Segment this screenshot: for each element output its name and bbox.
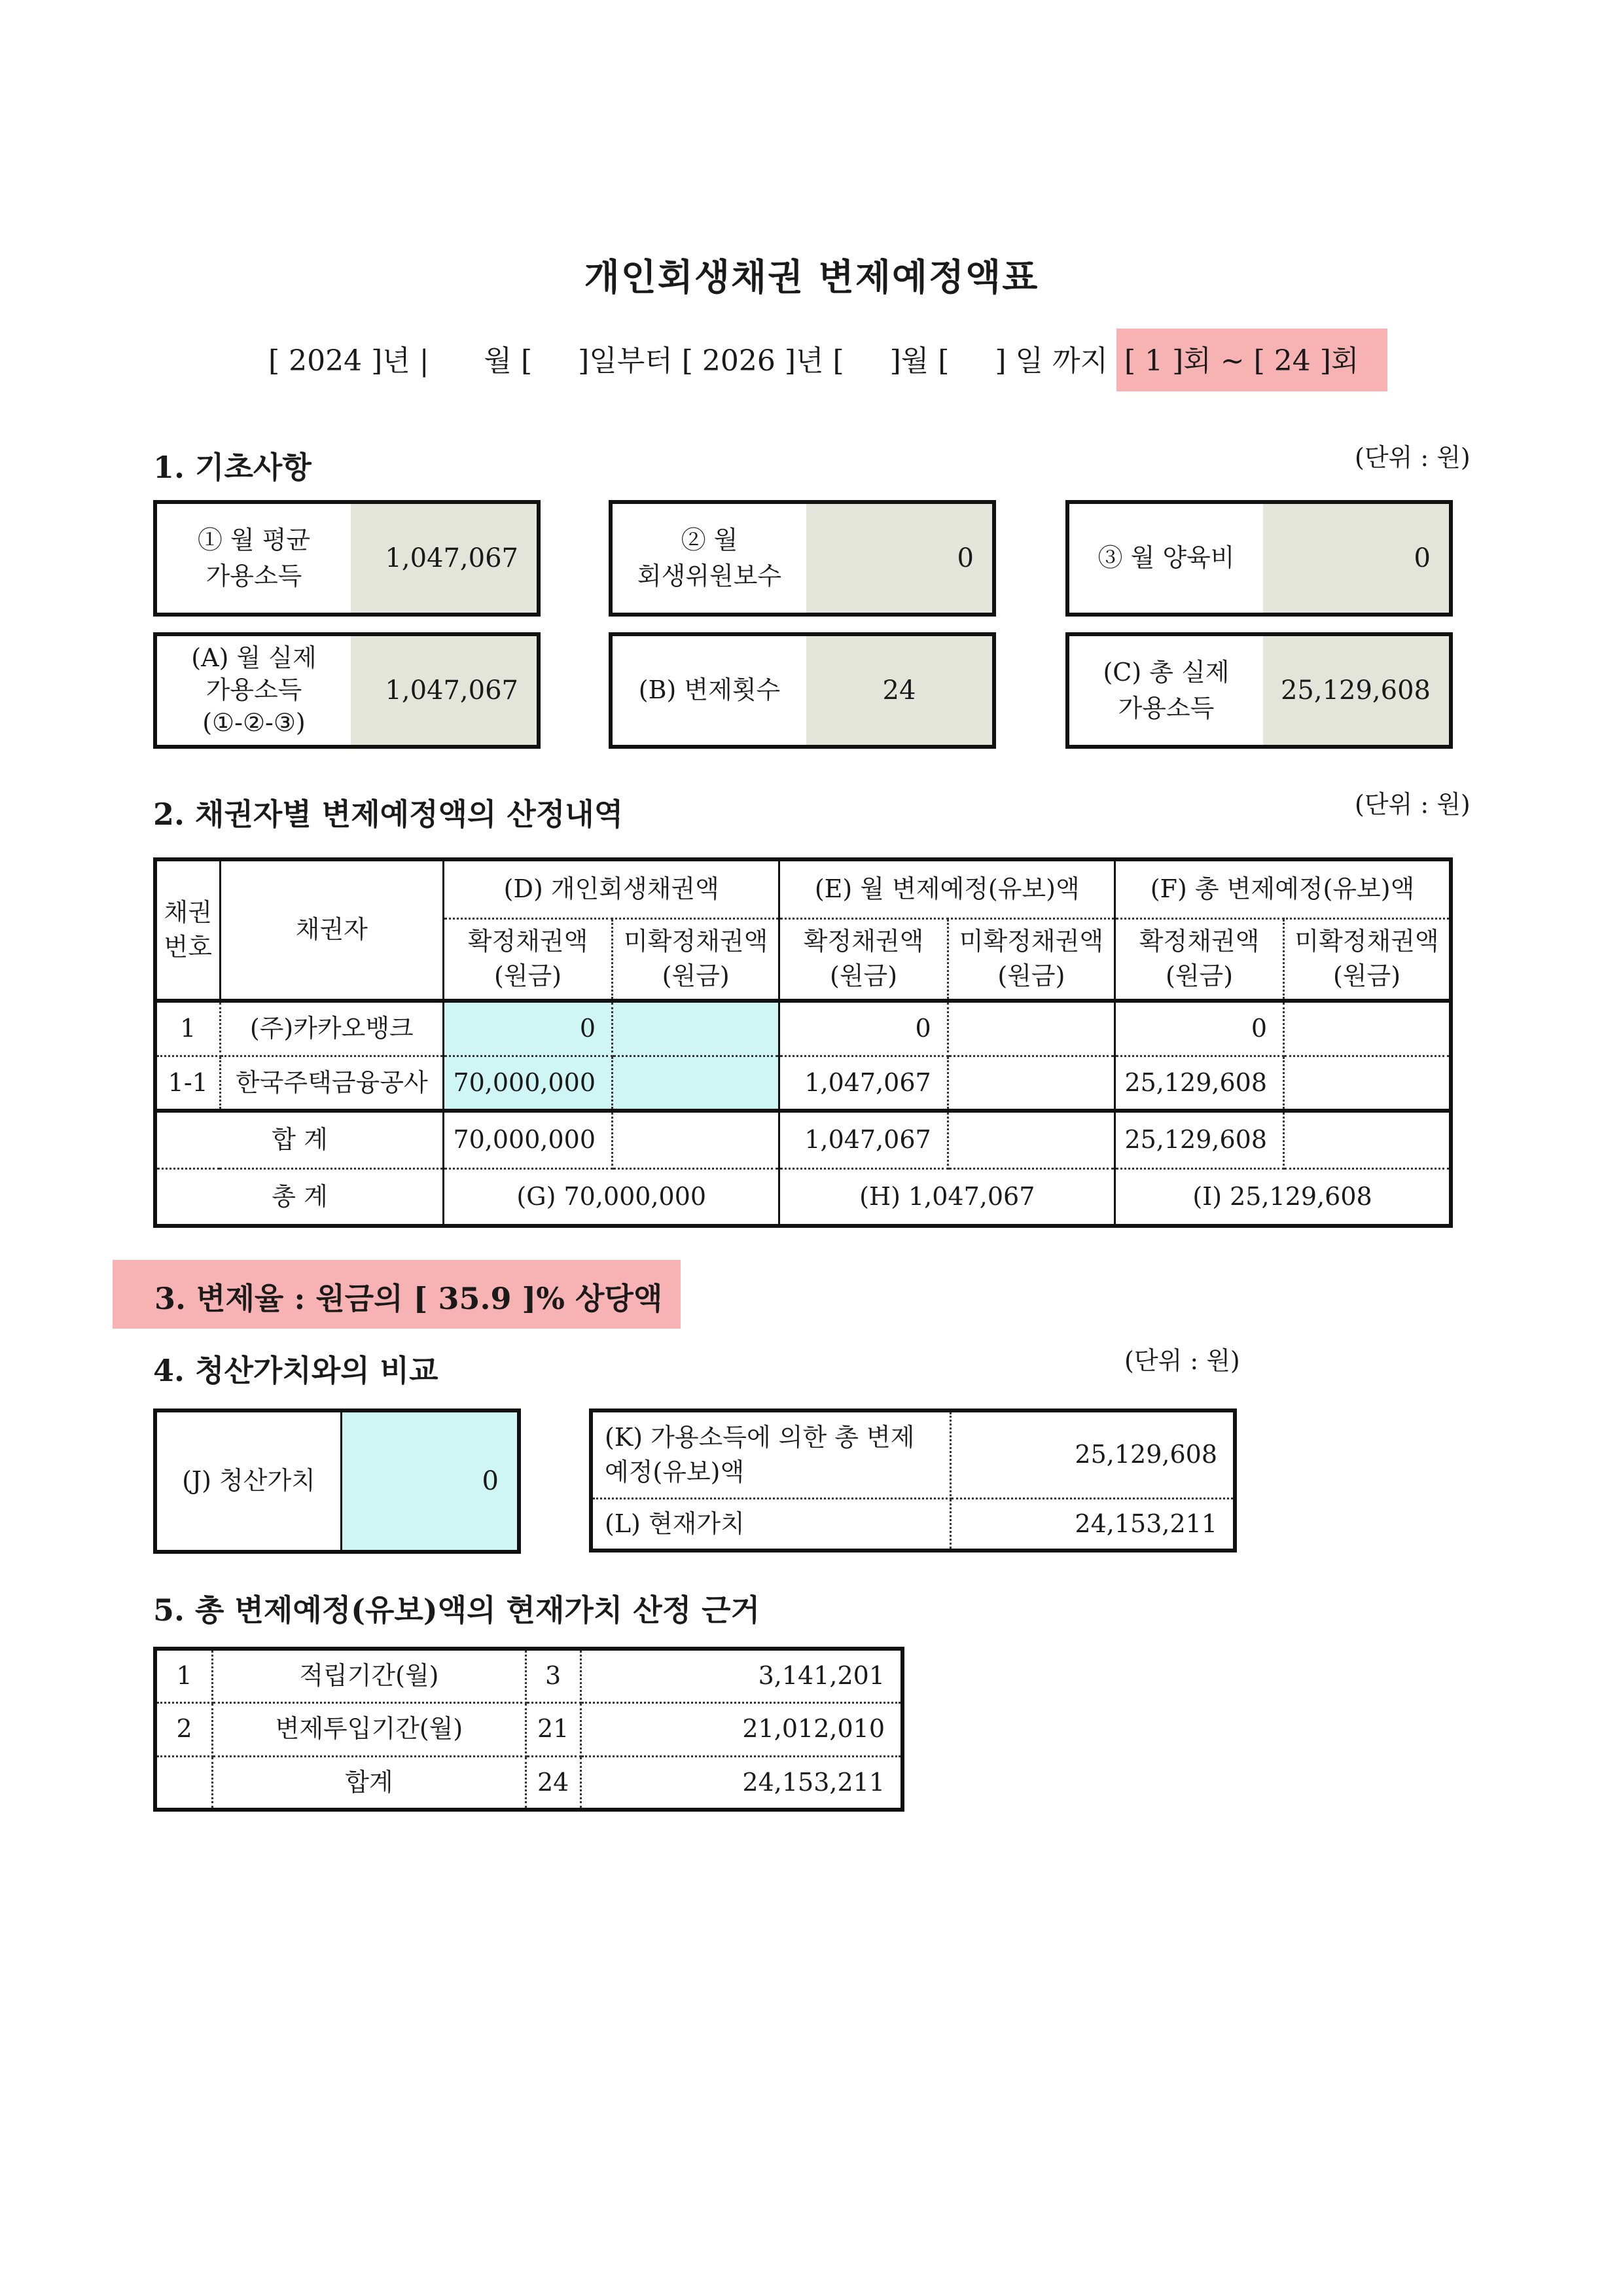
box-label: (C) 총 실제 가용소득 bbox=[1069, 636, 1263, 745]
basic-repayment-count bbox=[609, 632, 996, 749]
table-row bbox=[155, 1649, 902, 1702]
row-d-confirmed: 70,000,000 bbox=[444, 1056, 613, 1111]
col-header-e-confirmed: 확정채권액 (원금) bbox=[779, 918, 948, 1001]
row-f-confirmed: 25,129,608 bbox=[1115, 1056, 1284, 1111]
basis-months: 3 bbox=[526, 1649, 580, 1702]
box-label: ③ 월 양육비 bbox=[1069, 504, 1263, 613]
section1-unit: (단위 : 원) bbox=[1355, 443, 1471, 472]
basis-label: 합계 bbox=[213, 1756, 526, 1810]
table-row bbox=[155, 1001, 1451, 1056]
subtotal-f-confirmed: 25,129,608 bbox=[1115, 1111, 1284, 1168]
basis-amount: 21,012,010 bbox=[580, 1702, 902, 1756]
basic-actual-monthly-income bbox=[153, 632, 541, 749]
period-count: [ 1 ]회 ~ [ 24 ]회 bbox=[1124, 344, 1359, 378]
total-i: (I) 25,129,608 bbox=[1192, 1181, 1372, 1211]
subtotal-d-unconfirmed bbox=[613, 1111, 779, 1168]
col-header-creditor: 채권자 bbox=[220, 859, 444, 1001]
box-value: 1,047,067 bbox=[351, 504, 537, 613]
col-header-no: 채권 번호 bbox=[155, 859, 220, 1001]
total-g: (G) 70,000,000 bbox=[444, 1168, 779, 1226]
comparison-table bbox=[589, 1408, 1237, 1552]
basis-label: 적립기간(월) bbox=[213, 1649, 526, 1702]
basis-amount: 3,141,201 bbox=[580, 1649, 902, 1702]
present-value-value: 24,153,211 bbox=[1075, 1509, 1217, 1538]
subtotal-f-unconfirmed bbox=[1284, 1111, 1451, 1168]
section2-unit: (단위 : 원) bbox=[1355, 790, 1471, 819]
row-d-confirmed: 0 bbox=[444, 1001, 613, 1056]
col-header-e: (E) 월 변제예정(유보)액 bbox=[779, 859, 1115, 918]
col-header-f-confirmed: 확정채권액 (원금) bbox=[1115, 918, 1284, 1001]
box-value: 0 bbox=[806, 504, 992, 613]
row-d-unconfirmed bbox=[613, 1001, 779, 1056]
row-no: 1-1 bbox=[155, 1056, 220, 1111]
section2-heading: 2. 채권자별 변제예정액의 산정내역 bbox=[153, 797, 624, 832]
table-row bbox=[155, 1756, 902, 1810]
basis-amount: 24,153,211 bbox=[742, 1767, 885, 1797]
basis-no: 1 bbox=[155, 1649, 213, 1702]
section1-heading: 1. 기초사항 bbox=[153, 450, 312, 485]
row-e-confirmed: 0 bbox=[779, 1001, 948, 1056]
row-f-unconfirmed bbox=[1284, 1056, 1451, 1111]
row-f-confirmed: 0 bbox=[1115, 1001, 1284, 1056]
liquidation-value: 0 bbox=[342, 1412, 517, 1550]
table-row bbox=[155, 1702, 902, 1756]
grand-total-row bbox=[155, 1168, 1451, 1226]
repayment-rate: 3. 변제율 : 원금의 [ 35.9 ]% 상당액 bbox=[154, 1281, 663, 1316]
subtotal-e-unconfirmed bbox=[948, 1111, 1115, 1168]
basis-months: 21 bbox=[526, 1702, 580, 1756]
basic-monthly-childcare bbox=[1065, 500, 1453, 617]
col-header-f-unconfirmed: 미확정채권액 (원금) bbox=[1284, 918, 1451, 1001]
period-range: [ 2024 ]년 | 월 [ ]일부터 [ 2026 ]년 [ ]월 [ ] 일 까지 bbox=[268, 344, 1109, 378]
subtotal-d-confirmed: 70,000,000 bbox=[444, 1111, 613, 1168]
row-e-confirmed: 1,047,067 bbox=[779, 1056, 948, 1111]
liquidation-value-label: (J) 청산가치 bbox=[157, 1412, 342, 1550]
basic-total-actual-income bbox=[1065, 632, 1453, 749]
liquidation-value-box bbox=[153, 1408, 521, 1554]
row-e-unconfirmed bbox=[948, 1001, 1115, 1056]
present-value-basis-table bbox=[153, 1647, 904, 1812]
section4-heading: 4. 청산가치와의 비교 bbox=[153, 1353, 438, 1388]
total-repayment-value: 25,129,608 bbox=[951, 1410, 1235, 1498]
present-value-label: (L) 현재가치 bbox=[591, 1498, 951, 1551]
row-d-unconfirmed bbox=[613, 1056, 779, 1111]
box-value: 1,047,067 bbox=[351, 636, 537, 745]
section5-heading: 5. 총 변제예정(유보)액의 현재가치 산정 근거 bbox=[153, 1592, 760, 1628]
basis-no: 2 bbox=[155, 1702, 213, 1756]
col-header-d: (D) 개인회생채권액 bbox=[444, 859, 779, 918]
total-h: (H) 1,047,067 bbox=[779, 1168, 1115, 1226]
col-header-e-unconfirmed: 미확정채권액 (원금) bbox=[948, 918, 1115, 1001]
box-value: 0 bbox=[1263, 504, 1449, 613]
section4-unit: (단위 : 원) bbox=[1124, 1346, 1240, 1375]
total-repayment-label: (K) 가용소득에 의한 총 변제 예정(유보)액 bbox=[591, 1410, 951, 1498]
table-row bbox=[155, 1056, 1451, 1111]
row-no: 1 bbox=[155, 1001, 220, 1056]
row-creditor: 한국주택금융공사 bbox=[220, 1056, 444, 1111]
row-f-unconfirmed bbox=[1284, 1001, 1451, 1056]
creditor-table bbox=[153, 857, 1453, 1228]
box-label: ② 월 회생위원보수 bbox=[613, 504, 806, 613]
basis-no bbox=[155, 1756, 213, 1810]
basic-monthly-trustee-fee bbox=[609, 500, 996, 617]
col-header-d-confirmed: 확정채권액 (원금) bbox=[444, 918, 613, 1001]
row-creditor: (주)카카오뱅크 bbox=[220, 1001, 444, 1056]
row-e-unconfirmed bbox=[948, 1056, 1115, 1111]
box-label: ① 월 평균 가용소득 bbox=[157, 504, 351, 613]
subtotal-row bbox=[155, 1111, 1451, 1168]
box-value: 24 bbox=[806, 636, 992, 745]
total-label: 총 계 bbox=[155, 1168, 444, 1226]
box-value: 25,129,608 bbox=[1263, 636, 1449, 745]
basis-label: 변제투입기간(월) bbox=[213, 1702, 526, 1756]
box-label: (B) 변제횟수 bbox=[613, 636, 806, 745]
subtotal-e-confirmed: 1,047,067 bbox=[779, 1111, 948, 1168]
basis-months: 24 bbox=[526, 1756, 580, 1810]
basic-monthly-avg-income bbox=[153, 500, 541, 617]
page-title: 개인회생채권 변제예정액표 bbox=[584, 256, 1039, 299]
col-header-d-unconfirmed: 미확정채권액 (원금) bbox=[613, 918, 779, 1001]
box-label: (A) 월 실제 가용소득 (①-②-③) bbox=[157, 636, 351, 745]
col-header-f: (F) 총 변제예정(유보)액 bbox=[1115, 859, 1451, 918]
subtotal-label: 합 계 bbox=[155, 1111, 444, 1168]
